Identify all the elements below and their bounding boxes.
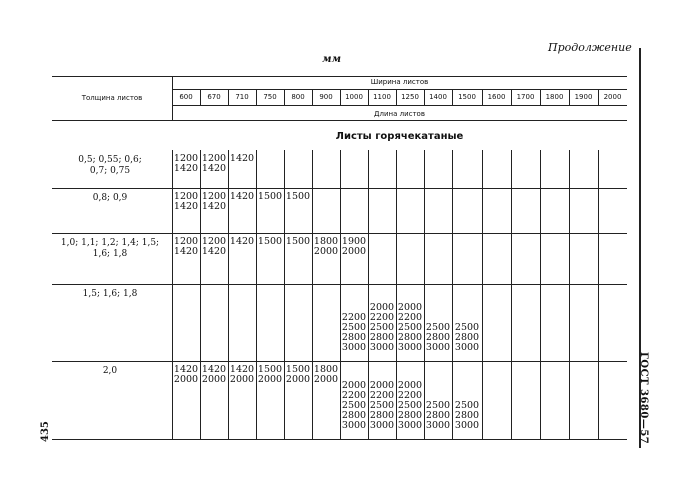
gost-text: ГОСТ 3680—57 — [638, 352, 649, 445]
length-value: 1500 — [257, 236, 283, 247]
length-value: 2200 — [397, 390, 423, 401]
cell-divider — [256, 150, 257, 188]
length-cell — [200, 365, 228, 385]
length-value: 2200 — [369, 390, 395, 401]
width-value-1700: 1700 — [516, 93, 535, 101]
length-value: 1420 — [201, 201, 227, 212]
thickness-cell — [52, 155, 168, 177]
length-value: 3000 — [425, 420, 451, 431]
length-value: 2200 — [341, 312, 367, 323]
thickness-value: 1,0; 1,1; 1,2; 1,4; 1,5; — [60, 238, 160, 248]
cell-divider — [340, 188, 341, 233]
cell-divider — [424, 150, 425, 188]
cell-divider — [569, 188, 570, 233]
cell-divider — [569, 233, 570, 284]
cell-divider — [312, 188, 313, 233]
length-value: 1420 — [173, 246, 199, 257]
cell-divider — [368, 150, 369, 188]
length-value: 1420 — [229, 153, 255, 164]
width-col-divider — [540, 89, 541, 105]
cell-divider — [396, 233, 397, 284]
width-header: Ширина листов — [370, 78, 429, 86]
cell-divider — [540, 150, 541, 188]
length-value: 2500 — [397, 322, 423, 333]
cell-divider — [256, 284, 257, 361]
length-cell — [452, 401, 482, 431]
length-value: 2800 — [425, 410, 451, 421]
length-cell — [284, 192, 312, 202]
width-col-divider — [284, 89, 285, 105]
cell-divider — [598, 150, 599, 188]
width-col-divider — [452, 89, 453, 105]
length-value: 3000 — [341, 342, 367, 353]
length-value: 1420 — [229, 236, 255, 247]
thickness-value: 0,7; 0,75 — [89, 166, 131, 176]
length-cell — [312, 237, 340, 257]
length-value: 3000 — [454, 342, 480, 353]
length-value: 1200 — [173, 236, 199, 247]
length-value: 2500 — [369, 400, 395, 411]
length-cell — [200, 192, 228, 212]
length-value: 2800 — [397, 410, 423, 421]
width-value-800: 800 — [291, 93, 305, 101]
cell-divider — [284, 150, 285, 188]
length-cell — [368, 381, 396, 431]
width-value-1800: 1800 — [545, 93, 564, 101]
cell-divider — [540, 361, 541, 439]
thickness-value: 1,5; 1,6; 1,8 — [82, 289, 138, 299]
length-value: 1420 — [201, 163, 227, 174]
length-cell — [452, 323, 482, 353]
cell-divider — [482, 150, 483, 188]
width-col-divider — [396, 89, 397, 105]
cell-divider — [228, 284, 229, 361]
cell-divider — [511, 284, 512, 361]
cell-divider — [482, 361, 483, 439]
length-value: 2000 — [313, 374, 339, 385]
length-value: 2200 — [397, 312, 423, 323]
length-value: 2000 — [201, 374, 227, 385]
cell-divider — [312, 284, 313, 361]
length-cell — [200, 237, 228, 257]
cell-divider — [200, 284, 201, 361]
cell-divider — [511, 233, 512, 284]
length-value: 2000 — [173, 374, 199, 385]
length-value: 2000 — [229, 374, 255, 385]
width-value-1500: 1500 — [458, 93, 476, 101]
cell-divider — [511, 188, 512, 233]
length-value: 2200 — [369, 312, 395, 323]
cell-divider — [598, 188, 599, 233]
length-value: 1420 — [201, 364, 227, 375]
length-cell — [228, 192, 256, 202]
cell-divider — [540, 188, 541, 233]
length-value: 1500 — [285, 236, 311, 247]
length-value: 2000 — [341, 380, 367, 391]
width-value-1100: 1100 — [373, 93, 391, 101]
thickness-cell — [52, 289, 168, 300]
cell-divider — [312, 150, 313, 188]
length-value: 2500 — [425, 400, 451, 411]
thickness-cell — [52, 193, 168, 204]
table-top-rule — [52, 76, 627, 77]
length-value: 1420 — [173, 364, 199, 375]
width-col-divider — [511, 89, 512, 105]
cell-divider — [511, 150, 512, 188]
length-cell — [424, 323, 452, 353]
width-value-2000: 2000 — [603, 93, 622, 101]
width-value-1250: 1250 — [401, 93, 419, 101]
length-cell — [284, 365, 312, 385]
width-col-divider — [228, 89, 229, 105]
cell-divider — [172, 284, 173, 361]
width-value-670: 670 — [207, 93, 221, 101]
length-value: 2500 — [397, 400, 423, 411]
length-cell — [284, 237, 312, 247]
cell-divider — [424, 188, 425, 233]
length-value: 2800 — [425, 332, 451, 343]
length-value: 1500 — [285, 191, 311, 202]
cell-divider — [452, 233, 453, 284]
length-value: 2500 — [425, 322, 451, 333]
table-bottom-rule — [52, 439, 627, 440]
length-value: 2500 — [341, 322, 367, 333]
width-col-divider — [569, 89, 570, 105]
length-value: 1500 — [285, 364, 311, 375]
cell-divider — [540, 233, 541, 284]
length-value: 2800 — [397, 332, 423, 343]
width-value-1600: 1600 — [487, 93, 506, 101]
length-value: 2800 — [341, 332, 367, 343]
length-value: 1800 — [313, 236, 339, 247]
width-col-divider — [312, 89, 313, 105]
cell-divider — [482, 284, 483, 361]
cell-divider — [482, 233, 483, 284]
cell-divider — [396, 188, 397, 233]
length-value: 3000 — [425, 342, 451, 353]
length-cell — [228, 154, 256, 164]
length-value: 1200 — [173, 191, 199, 202]
width-value-1400: 1400 — [429, 93, 447, 101]
length-value: 3000 — [341, 420, 367, 431]
cell-divider — [569, 284, 570, 361]
section-title: Листы горячекатаные — [335, 131, 464, 142]
length-value: 2500 — [341, 400, 367, 411]
width-col-divider — [256, 89, 257, 105]
length-value: 2000 — [369, 380, 395, 391]
width-col-divider — [368, 89, 369, 105]
length-value: 1420 — [173, 201, 199, 212]
length-cell — [256, 192, 284, 202]
length-value: 1800 — [313, 364, 339, 375]
width-value-600: 600 — [179, 93, 193, 101]
header-bottom-rule — [52, 120, 627, 121]
length-cell — [256, 237, 284, 247]
cell-divider — [598, 361, 599, 439]
thickness-value: 2,0 — [102, 366, 118, 376]
length-value: 3000 — [397, 342, 423, 353]
length-cell — [256, 365, 284, 385]
length-value: 2800 — [369, 332, 395, 343]
length-cell — [200, 154, 228, 174]
length-value: 2000 — [397, 302, 423, 313]
length-value: 3000 — [369, 342, 395, 353]
length-value: 2800 — [369, 410, 395, 421]
cell-divider — [598, 284, 599, 361]
length-value: 1500 — [257, 364, 283, 375]
units-label: мм — [322, 54, 342, 65]
length-value: 2500 — [454, 400, 480, 411]
width-value-1000: 1000 — [345, 93, 363, 101]
length-value: 1420 — [229, 191, 255, 202]
length-cell — [172, 192, 200, 212]
cell-divider — [482, 188, 483, 233]
length-cell — [396, 303, 424, 353]
thickness-cell — [52, 238, 168, 260]
width-values-rule — [172, 105, 627, 106]
length-value: 2000 — [397, 380, 423, 391]
length-cell — [368, 303, 396, 353]
thickness-header: Толщина листов — [81, 94, 143, 102]
length-cell — [172, 237, 200, 257]
length-value: 1500 — [257, 191, 283, 202]
length-cell — [312, 365, 340, 385]
thickness-value: 0,8; 0,9 — [92, 193, 128, 203]
cell-divider — [340, 150, 341, 188]
width-value-900: 900 — [319, 93, 333, 101]
length-cell — [424, 401, 452, 431]
cell-divider — [396, 150, 397, 188]
length-value: 2200 — [341, 390, 367, 401]
cell-divider — [424, 233, 425, 284]
length-value: 3000 — [454, 420, 480, 431]
cell-divider — [284, 284, 285, 361]
cell-divider — [452, 150, 453, 188]
cell-divider — [569, 150, 570, 188]
width-header-rule — [172, 89, 627, 90]
length-value: 3000 — [397, 420, 423, 431]
length-value: 2000 — [369, 302, 395, 313]
width-col-divider — [424, 89, 425, 105]
length-value: 2000 — [341, 246, 367, 257]
length-cell — [396, 381, 424, 431]
length-value: 2500 — [369, 322, 395, 333]
width-col-divider — [598, 89, 599, 105]
cell-divider — [540, 284, 541, 361]
length-cell — [340, 313, 368, 353]
length-cell — [228, 237, 256, 247]
width-col-divider — [200, 89, 201, 105]
length-value: 1420 — [201, 246, 227, 257]
cell-divider — [598, 233, 599, 284]
width-col-divider — [482, 89, 483, 105]
length-value: 1200 — [201, 236, 227, 247]
width-value-710: 710 — [235, 93, 249, 101]
length-value: 2500 — [454, 322, 480, 333]
width-value-750: 750 — [263, 93, 277, 101]
cell-divider — [368, 188, 369, 233]
page-number-text: 435 — [40, 421, 51, 442]
thickness-cell — [52, 366, 168, 377]
length-cell — [172, 154, 200, 174]
cell-divider — [452, 188, 453, 233]
width-col-divider — [340, 89, 341, 105]
cell-divider — [511, 361, 512, 439]
length-value: 2800 — [454, 332, 480, 343]
length-cell — [228, 365, 256, 385]
length-header: Длина листов — [374, 110, 425, 118]
cell-divider — [368, 233, 369, 284]
thickness-value: 0,5; 0,55; 0,6; — [78, 155, 142, 165]
length-value: 2000 — [257, 374, 283, 385]
length-value: 1900 — [341, 236, 367, 247]
length-value: 2800 — [454, 410, 480, 421]
length-value: 2000 — [285, 374, 311, 385]
length-value: 2000 — [313, 246, 339, 257]
length-value: 1200 — [201, 153, 227, 164]
length-value: 1200 — [173, 153, 199, 164]
width-value-1900: 1900 — [574, 93, 593, 101]
thickness-value: 1,6; 1,8 — [92, 249, 128, 259]
length-value: 1420 — [229, 364, 255, 375]
continuation-label: Продолжение — [548, 41, 632, 54]
length-value: 3000 — [369, 420, 395, 431]
length-cell — [172, 365, 200, 385]
cell-divider — [569, 361, 570, 439]
length-value: 2800 — [341, 410, 367, 421]
length-value: 1420 — [173, 163, 199, 174]
length-value: 1200 — [201, 191, 227, 202]
length-cell — [340, 381, 368, 431]
length-cell — [340, 237, 368, 257]
